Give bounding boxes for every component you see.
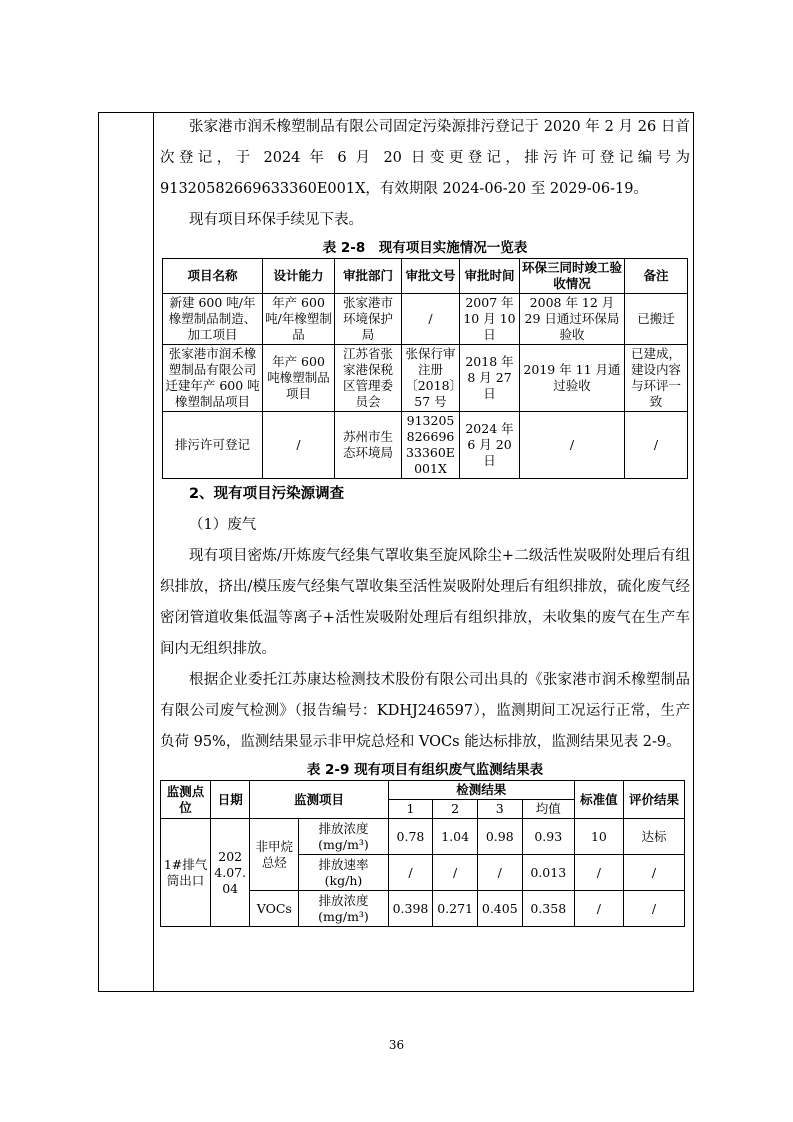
subsection-title: （1）废气 — [189, 517, 257, 533]
table-cell: / — [520, 412, 625, 479]
col-header-standard: 标准值 — [574, 781, 623, 819]
evaluation-cell: 达标 — [623, 819, 684, 855]
col-header-remarks: 备注 — [625, 259, 688, 294]
table-cell: 2019 年 11 月通过验收 — [520, 345, 625, 412]
value-cell: / — [433, 855, 478, 891]
table-cell: 已建成，建设内容与环评一致 — [625, 345, 688, 412]
table-2-8 — [162, 258, 688, 479]
table-cell: 张家港市润禾橡塑制品有限公司迁建年产 600 吨橡塑制品项目 — [163, 345, 263, 412]
standard-cell: / — [574, 891, 623, 927]
average-cell: 0.358 — [522, 891, 574, 927]
table-cell: 2024 年 6 月 20 日 — [460, 412, 520, 479]
standard-cell: 10 — [574, 819, 623, 855]
average-cell: 0.013 — [522, 855, 574, 891]
evaluation-cell: / — [623, 891, 684, 927]
table-cell: 已搬迁 — [625, 294, 688, 345]
table-row — [163, 345, 688, 412]
table-row — [163, 412, 688, 479]
page-number: 36 — [388, 1038, 405, 1052]
point-cell: 1#排气筒出口 — [161, 819, 211, 927]
param-cell: 排放浓度(mg/m³) — [299, 891, 388, 927]
table-cell: 张保行审注册〔2018〕57 号 — [402, 345, 460, 412]
col-header-sample-3: 3 — [477, 800, 522, 819]
col-header-date: 日期 — [211, 781, 250, 819]
waste-gas-paragraph: 现有项目密炼/开炼废气经集气罩收集至旋风除尘+二级活性炭吸附处理后有组织排放，挤出/模压废气经集气罩收集至活性炭吸附处理后有组织排放，硫化废气经密闭管道收集低温等离子+活性炭吸附处理后有组织排放，未收集的废气在生产车间内无组织排放。 — [160, 548, 690, 657]
col-header-capacity: 设计能力 — [263, 259, 335, 294]
value-cell: 0.405 — [477, 891, 522, 927]
col-header-project-name: 项目名称 — [163, 259, 263, 294]
table-cell: 排污许可登记 — [163, 412, 263, 479]
col-header-sample-2: 2 — [433, 800, 478, 819]
table-cell: 2018 年 8 月 27 日 — [460, 345, 520, 412]
table-cell: 年产 600 吨橡塑制品项目 — [263, 345, 335, 412]
table-2-9 — [160, 780, 685, 927]
table-cell: / — [402, 294, 460, 345]
col-header-item: 监测项目 — [250, 781, 388, 819]
table-cell: 新建 600 吨/年橡塑制品制造、加工项目 — [163, 294, 263, 345]
col-header-average: 均值 — [522, 800, 574, 819]
table-cell: 苏州市生态环境局 — [335, 412, 402, 479]
col-header-sample-1: 1 — [388, 800, 433, 819]
table-2-9-header-row — [161, 781, 685, 800]
value-cell: / — [388, 855, 433, 891]
value-cell: / — [477, 855, 522, 891]
value-cell: 0.271 — [433, 891, 478, 927]
frame-divider — [153, 113, 154, 991]
col-header-evaluation: 评价结果 — [623, 781, 684, 819]
col-header-approval-date: 审批时间 — [460, 259, 520, 294]
table-cell: 2007 年 10 月 10 日 — [460, 294, 520, 345]
col-header-acceptance: 环保三同时竣工验收情况 — [520, 259, 625, 294]
param-cell: 排放速率(kg/h) — [299, 855, 388, 891]
pollutant-cell: VOCs — [250, 891, 299, 927]
table-cell: 江苏省张家港保税区管理委员会 — [335, 345, 402, 412]
table-cell: 年产 600 吨/年橡塑制品 — [263, 294, 335, 345]
table-cell: / — [263, 412, 335, 479]
col-header-approval-no: 审批文号 — [402, 259, 460, 294]
table-cell: 91320582669633360E001X — [402, 412, 460, 479]
table-row — [161, 819, 685, 855]
col-header-results: 检测结果 — [388, 781, 574, 800]
value-cell: 1.04 — [433, 819, 478, 855]
monitoring-paragraph: 根据企业委托江苏康达检测技术股份有限公司出具的《张家港市润禾橡塑制品有限公司废气检测》（报告编号：KDHJ246597），监测期间工况运行正常，生产负荷 95%，监测结果显示非甲烷总烃和 VOCs 能达标排放，监测结果见表 2-9。 — [160, 672, 690, 750]
col-header-approval-dept: 审批部门 — [335, 259, 402, 294]
param-cell: 排放浓度(mg/m³) — [299, 819, 388, 855]
col-header-point: 监测点位 — [161, 781, 211, 819]
table-cell: / — [625, 412, 688, 479]
date-cell: 2024.07.04 — [211, 819, 250, 927]
intro-paragraph-1: 张家港市润禾橡塑制品有限公司固定污染源排污登记于 2020 年 2 月 26 日首次登记，于 2024 年 6 月 20 日变更登记，排污许可登记编号为 91320582669633360E001X，有效期限 2024-06-20 至 2029-06-19。 — [160, 119, 690, 197]
table-cell: 2008 年 12 月 29 日通过环保局验收 — [520, 294, 625, 345]
table-cell: 张家港市环境保护局 — [335, 294, 402, 345]
table-2-9-caption: 表 2-9 现有项目有组织废气监测结果表 — [306, 762, 544, 778]
average-cell: 0.93 — [522, 819, 574, 855]
value-cell: 0.78 — [388, 819, 433, 855]
table-2-8-caption: 表 2-8 现有项目实施情况一览表 — [322, 240, 528, 256]
value-cell: 0.98 — [477, 819, 522, 855]
main-content — [160, 112, 690, 927]
section-title: 2、现有项目污染源调查 — [189, 486, 345, 502]
value-cell: 0.398 — [388, 891, 433, 927]
intro-paragraph-2: 现有项目环保手续见下表。 — [189, 212, 363, 228]
table-row — [163, 294, 688, 345]
evaluation-cell: / — [623, 855, 684, 891]
standard-cell: / — [574, 855, 623, 891]
pollutant-cell: 非甲烷总烃 — [250, 819, 299, 891]
table-2-8-header-row — [163, 259, 688, 294]
